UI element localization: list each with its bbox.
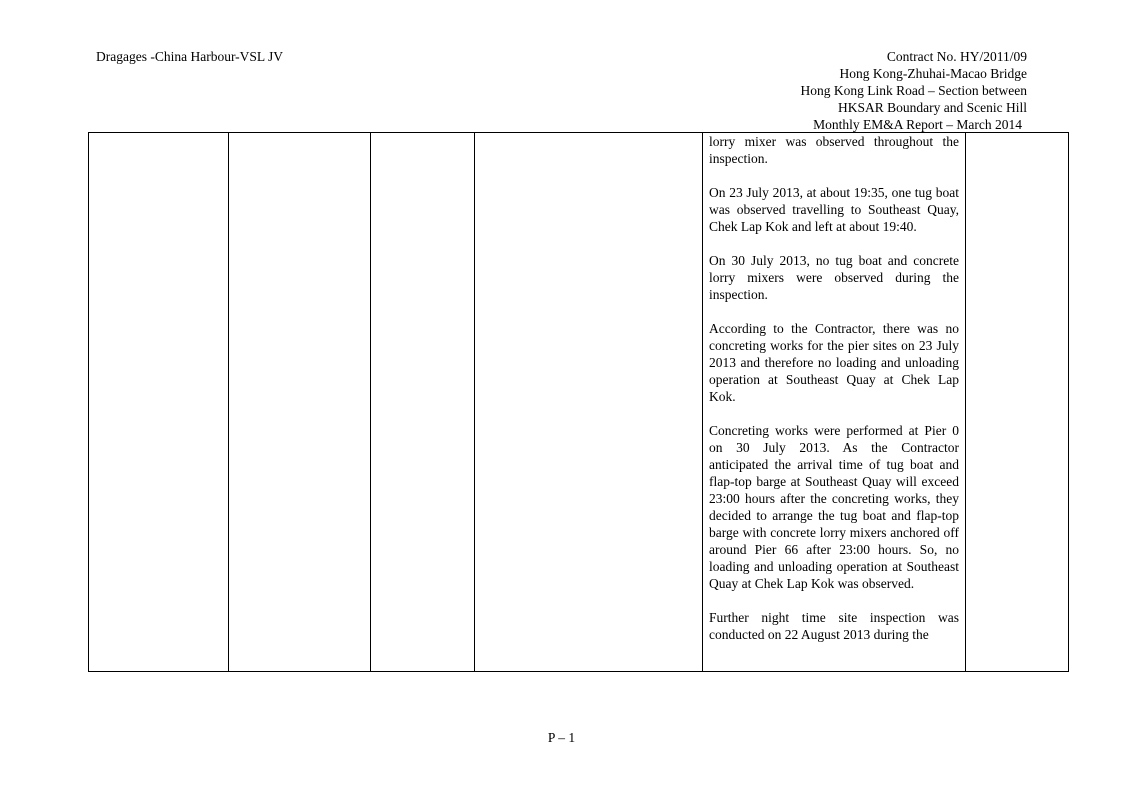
header-report-title: Monthly EM&A Report – March 2014: [813, 117, 1022, 132]
table-column-divider: [702, 133, 703, 671]
table-column-divider: [228, 133, 229, 671]
report-table: [88, 132, 1069, 672]
header-company: Dragages -China Harbour-VSL JV: [96, 49, 284, 64]
header-section-line2: HKSAR Boundary and Scenic Hill: [838, 100, 1027, 115]
observation-paragraph: On 30 July 2013, no tug boat and concrete lorry mixers were observed during the inspection.: [709, 253, 959, 302]
page-number: P – 1: [547, 730, 576, 745]
header-contract-no: Contract No. HY/2011/09: [886, 49, 1027, 64]
observation-paragraph: According to the Contractor, there was no concreting works for the pier sites on 23 July 2013 and therefore no loading and unloading operation at Southeast Quay at Chek Lap Kok.: [709, 321, 959, 404]
table-column-divider: [474, 133, 475, 671]
table-column-divider: [965, 133, 966, 671]
observation-paragraph: On 23 July 2013, at about 19:35, one tug boat was observed travelling to Southeast Quay, Chek Lap Kok and left at about 19:40.: [709, 185, 959, 234]
header-project-name: Hong Kong-Zhuhai-Macao Bridge: [839, 66, 1027, 81]
observation-paragraph: lorry mixer was observed throughout the inspection.: [709, 134, 959, 166]
observation-paragraph: Further night time site inspection was conducted on 22 August 2013 during the: [709, 610, 959, 642]
observation-paragraph: Concreting works were performed at Pier 0 on 30 July 2013. As the Contractor anticipated the arrival time of tug boat and flap-top barge at Southeast Quay will exceed 23:00 hours after the concreting works, they decided to arrange the tug boat and flap-top barge with concrete lorry mixers anchored off around Pier 66 after 23:00 hours. So, no loading and unloading operation at Southeast Quay at Chek Lap Kok was observed.: [709, 423, 959, 591]
header-section-line1: Hong Kong Link Road – Section between: [800, 83, 1027, 98]
table-cell-observations: [709, 133, 959, 660]
header-contract-block: [801, 48, 1027, 133]
table-column-divider: [370, 133, 371, 671]
